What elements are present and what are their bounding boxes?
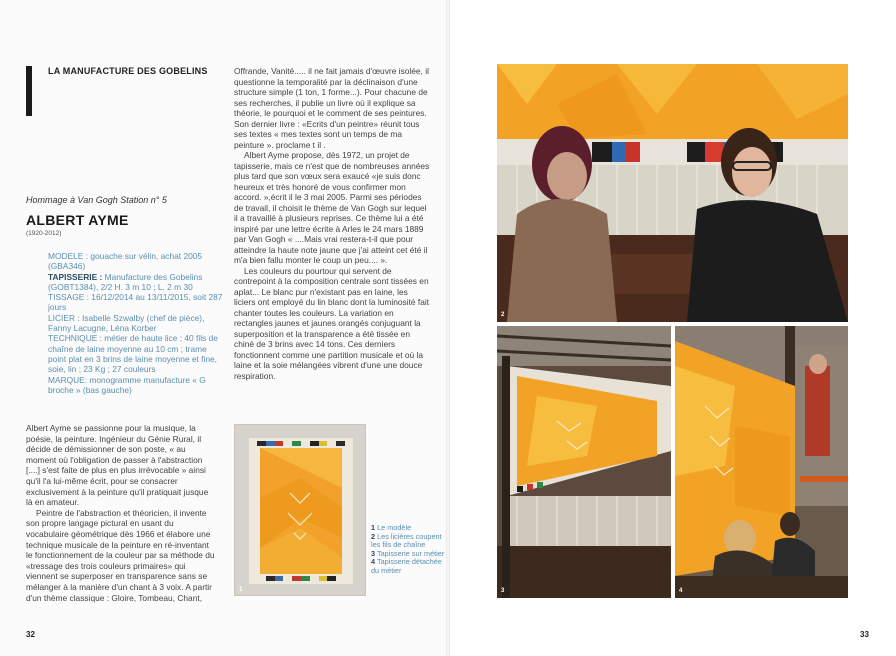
photo-number: 3 xyxy=(501,588,505,594)
photo-number: 1 xyxy=(239,587,243,593)
tapestry-color-strip xyxy=(257,576,345,581)
tapestry-model-image xyxy=(249,438,353,584)
info-tapisserie xyxy=(48,272,223,293)
photo-captions xyxy=(371,524,449,576)
info-tapisserie-text: Manufacture des Gobelins (GOBT1384), 2/2 H. 3 m 10 ; L. 2 m 30 xyxy=(48,271,203,292)
caption-2: 2 Les licières coupent les fils de chaîne xyxy=(371,531,442,550)
photo-number: 4 xyxy=(679,588,683,594)
body-paragraph: Albert Ayme se passionne pour la musique, la poésie, la peinture. Ingénieur du Génie Rural, il décide de démissionner de son poste, « au moment où l'obligation de passer à l'abstraction [....] s'est faite de plus en plus irrévocable » ainsi qu'il l'a lui-même écrit, pour se consacrer exclusivement à la peinture qu'il pratiquait jusque là en amateur. xyxy=(26,423,209,508)
caption-1: 1 Le modèle xyxy=(371,523,412,532)
photo-tapestry-detached xyxy=(675,326,848,598)
artist-name: ALBERT AYME xyxy=(26,212,129,228)
caption-3: 3 Tapisserie sur métier xyxy=(371,548,445,558)
body-text-column-2 xyxy=(234,66,430,381)
section-title: LA MANUFACTURE DES GOBELINS xyxy=(48,66,208,76)
tapestry-orange-field xyxy=(260,448,342,574)
info-tissage: TISSAGE : 16/12/2014 au 13/11/2015, soit 287 jours xyxy=(48,292,223,313)
artist-dates: (1920-2012) xyxy=(26,230,62,237)
photo-model-tapestry xyxy=(234,424,366,596)
caption-4: 4 Tapisserie détachée du métier xyxy=(371,557,442,575)
page-number-left: 32 xyxy=(26,630,35,639)
body-paragraph: Albert Ayme propose, dès 1972, un projet de tapisserie, mais ce n'est que de nombreuses années plus tard que son vœux sera exaucé «je suis donc heureux et très honoré de vous confirmer mon accord. »,écrit il le 3 mai 2005. Parmi ses périodes de travail, il choisit le thème de Van Gogh sur lequel il a travaillé à plusieurs reprises. Ce thème lui a été inspiré par une lettre écrite à Arles le 24 mars 1889 par Van Gogh « ....Mais vrai restera-t-il que pour atteindre la haute note jaune que j'ai atteint cet été il m'a bien fallu monter le coup un peu.... ». xyxy=(234,150,430,265)
photo-number: 2 xyxy=(501,312,505,318)
artwork-title: Hommage à Van Gogh Station n° 5 xyxy=(26,195,167,205)
body-paragraph: Peintre de l'abstraction et théoricien, il invente son propre langage pictural en usant du vocabulaire géométrique dès 1966 et élabore une technique musicale de la peinture en ré-inventant le fonctionnement de la couleur par sa méthode du «tressage des trois couleurs primaires» qui viennent se superposer en transparence sans se mélanger à la manière d'un chant à 3 voix. A partir d'un thème classique : Gloire, Tombeau, Chant, xyxy=(26,507,215,603)
info-marque: MARQUE: monogramme manufacture « G broche » (bas gauche) xyxy=(48,374,206,395)
artwork-info-block xyxy=(48,251,223,395)
photo-weavers-cutting-threads xyxy=(497,64,848,322)
body-text-left xyxy=(26,423,216,603)
info-modele: MODELE : gouache sur vélin, achat 2005 (GBA346) xyxy=(48,251,203,272)
info-technique: TECHNIQUE : métier de haute lice ; 40 fils de chaîne de laine moyenne au 10 cm ; trame point plat en 3 brins de laine moyenne et fine, soie, lin ; 23 Kg ; 27 couleurs xyxy=(48,333,218,375)
section-marker-bar xyxy=(26,66,32,116)
page-number-right: 33 xyxy=(860,630,869,639)
info-tapisserie-label: TAPISSERIE : xyxy=(48,271,103,282)
info-licier: LICIER : Isabelle Szwalby (chef de pièce), Fanny Lacugne, Léna Korber xyxy=(48,312,205,334)
body-paragraph: Offrande, Vanité..... il ne fait jamais d'œuvre isolée, il questionne la temporalité par la déclinaison d'une structure simple (1 ton, 1 forme...). Pour chacune de ses recherches, il publie un livre où il explique sa théorie, le pourquoi et le comment de ses peintures. Son dernier livre : «Ecrits d'un peintre» réunit tous ses textes « mes textes sont un temps de ma peinture ». proclame t il . xyxy=(234,66,429,150)
photo-tapestry-on-loom xyxy=(497,326,671,598)
tapestry-color-strip xyxy=(257,441,345,446)
body-paragraph: Les couleurs du pourtour qui servent de contrepoint à la composition centrale sont tissées en aplat... Le blanc pur n'existant pas en laine, les liciers ont employé du lin blanc dont la luminosité fait chanter toutes les couleurs. La variation en rectangles jaunes et jaunes orangés conjuguant la superposition et la transparence a été tissée en chiné de 3 brins avec 14 tons. Ces derniers fonctionnent comme une partition musicale et où la laine et la soie mélangées vibrent d'une une douce respiration. xyxy=(234,265,430,381)
